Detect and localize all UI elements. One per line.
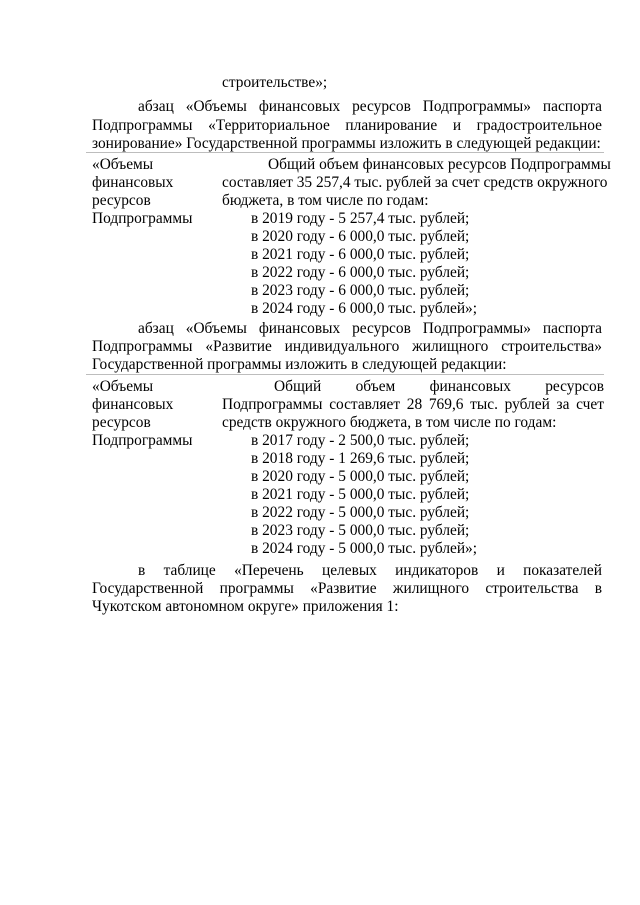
paragraph-1-line-3: зонирование» Государственной программы изложить в следующей редакции: <box>92 135 601 152</box>
word: паспорта <box>542 98 602 115</box>
word: показателей <box>523 562 602 579</box>
word: финансовых <box>258 98 341 115</box>
table-1-year-4: в 2022 году - 6 000,0 тыс. рублей; <box>251 264 470 281</box>
word: 28 769,6 тыс. рублей <box>406 396 550 413</box>
paragraph-3-line-2 <box>92 580 602 598</box>
table-2-body-line-2 <box>222 396 604 414</box>
word: абзац <box>138 98 174 115</box>
word: строительства <box>485 580 579 597</box>
table-1-year-6: в 2024 году - 6 000,0 тыс. рублей»; <box>251 300 478 317</box>
table-2-label-2: финансовых <box>92 396 174 413</box>
word: ресурсов <box>352 320 411 337</box>
table-2-year-7: в 2024 году - 5 000,0 тыс. рублей»; <box>251 540 478 557</box>
word: Подпрограммы <box>222 396 323 413</box>
table-1-body-line-3: бюджета, в том числе по годам: <box>222 192 429 209</box>
table-2-label-3: ресурсов <box>92 414 151 431</box>
word: Общий <box>274 378 322 395</box>
paragraph-2-line-3: Государственной программы изложить в следующей редакции: <box>92 356 507 373</box>
word: Подпрограммы <box>92 338 193 355</box>
table-2-year-6: в 2023 году - 5 000,0 тыс. рублей; <box>251 522 470 539</box>
word: «Перечень <box>234 562 304 579</box>
word: градостроительное <box>476 117 602 134</box>
word: ресурсов <box>545 378 604 395</box>
word: Подпрограммы» <box>422 320 531 337</box>
table-2-year-3: в 2020 году - 5 000,0 тыс. рублей; <box>251 468 470 485</box>
table-1-year-2: в 2020 году - 6 000,0 тыс. рублей; <box>251 228 470 245</box>
word: и <box>452 117 462 134</box>
paragraph-3-line-3: Чукотском автономном округе» приложения 1: <box>92 598 399 615</box>
table-2-year-4: в 2021 году - 5 000,0 тыс. рублей; <box>251 486 470 503</box>
paragraph-2-line-2 <box>92 338 602 356</box>
word: Подпрограммы <box>92 117 193 134</box>
table-2-top-rule <box>86 374 604 375</box>
table-1-top-rule <box>86 152 604 153</box>
table-1-body-line-2: составляет 35 257,4 тыс. рублей за счет средств окружного <box>222 174 608 191</box>
paragraph-2-line-1 <box>138 320 602 338</box>
word: Подпрограммы» <box>422 98 531 115</box>
word: Государственной <box>92 580 204 597</box>
table-1-year-3: в 2021 году - 6 000,0 тыс. рублей; <box>251 246 470 263</box>
table-1-body-line-1: Общий объем финансовых ресурсов Подпрограммы <box>268 156 611 173</box>
word: таблице <box>163 562 216 579</box>
table-1-year-1: в 2019 году - 5 257,4 тыс. рублей; <box>251 210 470 227</box>
word: «Объемы <box>185 320 247 337</box>
word: жилищного <box>392 580 470 597</box>
table-2-label-4: Подпрограммы <box>92 432 193 449</box>
word: финансовых <box>258 320 341 337</box>
word: «Развитие <box>205 338 272 355</box>
table-1-label-2: финансовых <box>92 174 174 191</box>
word: паспорта <box>542 320 602 337</box>
paragraph-3-line-1 <box>138 562 602 580</box>
word: за <box>556 396 570 413</box>
text-line: строительстве»; <box>222 74 328 91</box>
table-1-label-1: «Объемы <box>92 156 154 173</box>
word: индикаторов <box>395 562 479 579</box>
paragraph-1-line-2 <box>92 117 602 135</box>
table-2-year-1: в 2017 году - 2 500,0 тыс. рублей; <box>251 432 470 449</box>
word: финансовых <box>429 378 511 395</box>
table-1-label-4: Подпрограммы <box>92 210 193 227</box>
table-2-year-5: в 2022 году - 5 000,0 тыс. рублей; <box>251 504 470 521</box>
word: абзац <box>138 320 174 337</box>
word: жилищного <box>412 338 489 355</box>
word: «Развитие <box>310 580 377 597</box>
table-2-body-line-1 <box>274 378 604 396</box>
word: индивидуального <box>284 338 400 355</box>
word: и <box>496 562 505 579</box>
table-2-label-1: «Объемы <box>92 378 154 395</box>
word: счет <box>576 396 604 413</box>
table-2-body-line-3: средств окружного бюджета, в том числе по годам: <box>222 414 557 431</box>
table-2-year-2: в 2018 году - 1 269,6 тыс. рублей; <box>251 450 470 467</box>
word: программы <box>219 580 294 597</box>
word: объем <box>355 378 396 395</box>
word: в <box>138 562 146 579</box>
word: «Объемы <box>185 98 247 115</box>
word: планирование <box>345 117 438 134</box>
word: в <box>594 580 602 597</box>
table-1-year-5: в 2023 году - 6 000,0 тыс. рублей; <box>251 282 470 299</box>
word: составляет <box>329 396 401 413</box>
paragraph-1-line-1 <box>138 98 602 116</box>
word: целевых <box>321 562 377 579</box>
table-1-label-3: ресурсов <box>92 192 151 209</box>
word: строительства» <box>501 338 602 355</box>
word: ресурсов <box>352 98 411 115</box>
word: «Территориальное <box>208 117 330 134</box>
